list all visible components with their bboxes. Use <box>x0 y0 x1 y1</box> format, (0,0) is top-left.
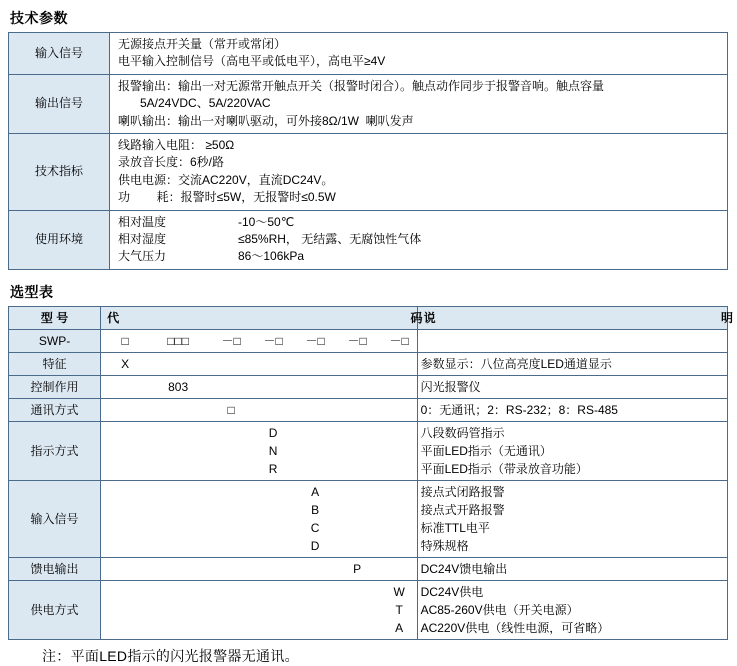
code-cell <box>104 442 146 460</box>
code-cell <box>252 355 294 373</box>
spec-line: 报警输出：输出一对无源常开触点开关（报警时闭合）。触点动作同步于报警音响。触点容量 <box>118 78 605 93</box>
sel-row-codes-model <box>101 329 417 352</box>
specifications-table <box>8 32 728 270</box>
table-row <box>9 133 728 210</box>
code-cell <box>378 442 420 460</box>
spec-line: 录放音长度：6秒/路 <box>118 155 225 170</box>
code-cell <box>104 537 146 555</box>
code-cell <box>336 378 378 396</box>
header-code-right: 码 <box>410 310 423 325</box>
code-cell <box>146 483 210 501</box>
sel-row-desc-feed: DC24V馈电输出 <box>417 557 727 580</box>
code-cell <box>104 560 146 578</box>
spec-pair-key: 相对湿度 <box>118 231 167 246</box>
code-cell <box>336 583 378 601</box>
desc-line: 标准TTL电平 <box>420 520 490 535</box>
code-cell: N <box>268 443 278 458</box>
code-cell <box>252 401 294 419</box>
selection-table <box>8 306 733 640</box>
code-cell <box>336 424 378 442</box>
sel-row-label-power: 供电方式 <box>9 580 101 639</box>
sel-row-codes-feature <box>101 352 417 375</box>
code-cell <box>294 460 336 478</box>
code-cell <box>210 424 252 442</box>
spec-line: 喇叭输出：输出一对喇叭驱动，可外接8Ω/1W 喇叭发声 <box>118 113 414 128</box>
code-cell <box>146 424 210 442</box>
sel-row-label-model: SWP- <box>9 329 101 352</box>
code-cell <box>104 424 146 442</box>
sel-row-codes-control <box>101 375 417 398</box>
table-row <box>9 421 728 480</box>
sel-row-codes-power <box>101 580 417 639</box>
code-cell: X <box>121 356 130 371</box>
table-row <box>9 352 728 375</box>
code-cell <box>336 537 378 555</box>
spec-row-content-tech <box>110 133 728 210</box>
code-cell <box>336 601 378 619</box>
code-cell <box>336 501 378 519</box>
table-header-row <box>9 306 728 329</box>
spec-pair-value: ≤85%RH， 无结露、无腐蚀性气体 <box>238 231 422 246</box>
code-cell <box>378 424 420 442</box>
code-cell: T <box>395 602 403 617</box>
sel-row-label-control: 控制作用 <box>9 375 101 398</box>
code-cell <box>294 560 336 578</box>
code-cell <box>104 619 146 637</box>
code-cell <box>146 401 210 419</box>
code-cell <box>210 583 252 601</box>
sel-row-desc-comm: 0：无通讯；2：RS-232；8：RS-485 <box>417 398 727 421</box>
desc-line: 接点式开路报警 <box>420 502 505 517</box>
code-cell <box>294 378 336 396</box>
code-cell <box>378 355 420 373</box>
code-cell <box>252 537 294 555</box>
code-cell <box>378 460 420 478</box>
sel-row-desc-power <box>417 580 727 639</box>
code-cell <box>146 560 210 578</box>
spec-row-label-env: 使用环境 <box>9 210 110 269</box>
spec-pair-key: 大气压力 <box>118 249 167 264</box>
code-cell <box>146 583 210 601</box>
sel-row-desc-model <box>417 329 727 352</box>
sel-row-desc-control: 闪光报警仪 <box>417 375 727 398</box>
sel-row-desc-input <box>417 480 727 557</box>
spec-row-content-input <box>110 33 728 75</box>
code-cell <box>104 460 146 478</box>
code-cell <box>336 619 378 637</box>
code-cell <box>146 442 210 460</box>
code-cell: □□□ <box>167 333 189 348</box>
code-cell <box>252 601 294 619</box>
sel-row-label-feed: 馈电输出 <box>9 557 101 580</box>
desc-line: 平面LED指示（无通讯） <box>420 443 552 458</box>
code-cell <box>252 583 294 601</box>
code-cell <box>336 355 378 373</box>
desc-line: 接点式闭路报警 <box>420 484 505 499</box>
code-cell <box>146 460 210 478</box>
code-cell <box>378 560 420 578</box>
code-cell <box>146 619 210 637</box>
code-cell <box>210 519 252 537</box>
code-cell <box>294 424 336 442</box>
code-cell: －□ <box>263 333 283 348</box>
code-cell <box>294 601 336 619</box>
code-cell <box>210 355 252 373</box>
code-cell <box>210 442 252 460</box>
code-cell <box>336 519 378 537</box>
spec-pair <box>118 214 723 231</box>
code-cell <box>294 619 336 637</box>
sel-row-codes-input <box>101 480 417 557</box>
code-cell <box>210 619 252 637</box>
spec-pair-value: -10～50℃ <box>238 214 295 229</box>
code-cell <box>210 501 252 519</box>
code-cell <box>252 483 294 501</box>
code-cell <box>104 519 146 537</box>
code-cell <box>378 483 420 501</box>
spec-row-content-env <box>110 210 728 269</box>
code-cell: －□ <box>389 333 409 348</box>
table-row <box>9 33 728 75</box>
desc-line: 八段数码管指示 <box>420 425 505 440</box>
code-cell <box>104 601 146 619</box>
code-cell <box>104 378 146 396</box>
code-cell: W <box>393 584 405 599</box>
code-cell <box>104 583 146 601</box>
code-cell <box>146 519 210 537</box>
footer-note: 注：平面LED指示的闪光报警器无通讯。 <box>42 647 299 664</box>
code-cell <box>378 537 420 555</box>
table-row <box>9 557 728 580</box>
header-desc-right: 明 <box>720 310 733 325</box>
spec-pair <box>118 231 723 248</box>
code-cell <box>104 401 146 419</box>
code-cell <box>104 483 146 501</box>
code-cell <box>294 442 336 460</box>
code-cell <box>146 355 210 373</box>
header-code <box>101 306 423 329</box>
code-cell <box>336 460 378 478</box>
spec-row-label-tech: 技术指标 <box>9 133 110 210</box>
code-cell <box>294 401 336 419</box>
sel-row-label-input: 输入信号 <box>9 480 101 557</box>
code-cell <box>252 560 294 578</box>
code-cell: －□ <box>305 333 325 348</box>
code-cell: C <box>310 520 320 535</box>
sel-row-codes-feed <box>101 557 417 580</box>
table-row <box>9 210 728 269</box>
code-cell <box>210 537 252 555</box>
code-cell: －□ <box>347 333 367 348</box>
code-cell <box>146 537 210 555</box>
sel-row-desc-display <box>417 421 727 480</box>
sel-row-label-comm: 通讯方式 <box>9 398 101 421</box>
code-cell <box>210 560 252 578</box>
desc-line: AC220V供电（线性电源，可省略） <box>420 620 610 635</box>
code-cell <box>210 378 252 396</box>
code-cell <box>210 483 252 501</box>
code-cell <box>336 483 378 501</box>
code-cell <box>294 583 336 601</box>
spec-section-title: 技术参数 <box>10 10 68 26</box>
spec-line: 供电电源：交流AC220V，直流DC24V。 <box>118 172 334 187</box>
code-cell: A <box>311 484 320 499</box>
header-code-left: 代 <box>107 310 120 325</box>
spec-line: 无源接点开关量（常开或常闭） <box>118 37 287 51</box>
spec-line: 线路输入电阻： ≥50Ω <box>118 137 235 152</box>
code-cell: －□ <box>221 333 241 348</box>
code-cell <box>252 619 294 637</box>
code-cell <box>146 601 210 619</box>
code-cell: A <box>395 620 404 635</box>
spec-row-label-input: 输入信号 <box>9 33 110 75</box>
spec-pair-key: 相对温度 <box>118 214 167 229</box>
spec-pair-value: 86～106kPa <box>238 249 305 264</box>
table-row <box>9 74 728 133</box>
table-row <box>9 375 728 398</box>
code-cell <box>210 601 252 619</box>
header-type: 型 号 <box>9 306 101 329</box>
desc-line: AC85-260V供电（开关电源） <box>420 602 579 617</box>
spec-line: 电平输入控制信号（高电平或低电平），高电平≥4V <box>118 54 386 69</box>
desc-line: 特殊规格 <box>420 538 469 553</box>
selection-section-title: 选型表 <box>10 283 54 300</box>
code-cell: D <box>268 425 278 440</box>
code-cell <box>378 519 420 537</box>
code-cell: P <box>353 561 362 576</box>
code-cell <box>336 401 378 419</box>
code-cell <box>378 401 420 419</box>
code-cell: □ <box>227 402 235 417</box>
code-cell <box>252 519 294 537</box>
spec-row-label-output: 输出信号 <box>9 74 110 133</box>
code-cell <box>378 501 420 519</box>
header-desc <box>417 306 733 329</box>
sel-row-codes-comm <box>101 398 417 421</box>
table-row <box>9 398 728 421</box>
spec-row-content-output <box>110 74 728 133</box>
code-cell <box>104 501 146 519</box>
code-cell: R <box>268 461 278 476</box>
code-cell <box>378 378 420 396</box>
code-cell <box>252 501 294 519</box>
code-cell <box>336 442 378 460</box>
table-row <box>9 480 728 557</box>
desc-line: DC24V供电 <box>420 584 484 599</box>
table-row <box>9 329 728 352</box>
sel-row-desc-feature: 参数显示：八位高亮度LED通道显示 <box>417 352 727 375</box>
header-desc-left: 说 <box>423 310 436 325</box>
sel-row-codes-display <box>101 421 417 480</box>
code-cell: 803 <box>168 379 189 394</box>
code-cell <box>146 501 210 519</box>
spec-line: 功 耗：报警时≤5W，无报警时≤0.5W <box>118 190 336 205</box>
sel-row-label-feature: 特征 <box>9 352 101 375</box>
spec-line: 5A/24VDC、5A/220VAC <box>140 96 271 111</box>
code-cell <box>210 460 252 478</box>
desc-line: 平面LED指示（带录放音功能） <box>420 461 588 476</box>
table-row <box>9 580 728 639</box>
code-cell <box>294 355 336 373</box>
code-cell: □ <box>121 333 129 348</box>
code-cell <box>252 378 294 396</box>
code-cell: D <box>310 538 320 553</box>
sel-row-label-display: 指示方式 <box>9 421 101 480</box>
spec-pair <box>118 248 723 265</box>
code-cell: B <box>311 502 320 517</box>
